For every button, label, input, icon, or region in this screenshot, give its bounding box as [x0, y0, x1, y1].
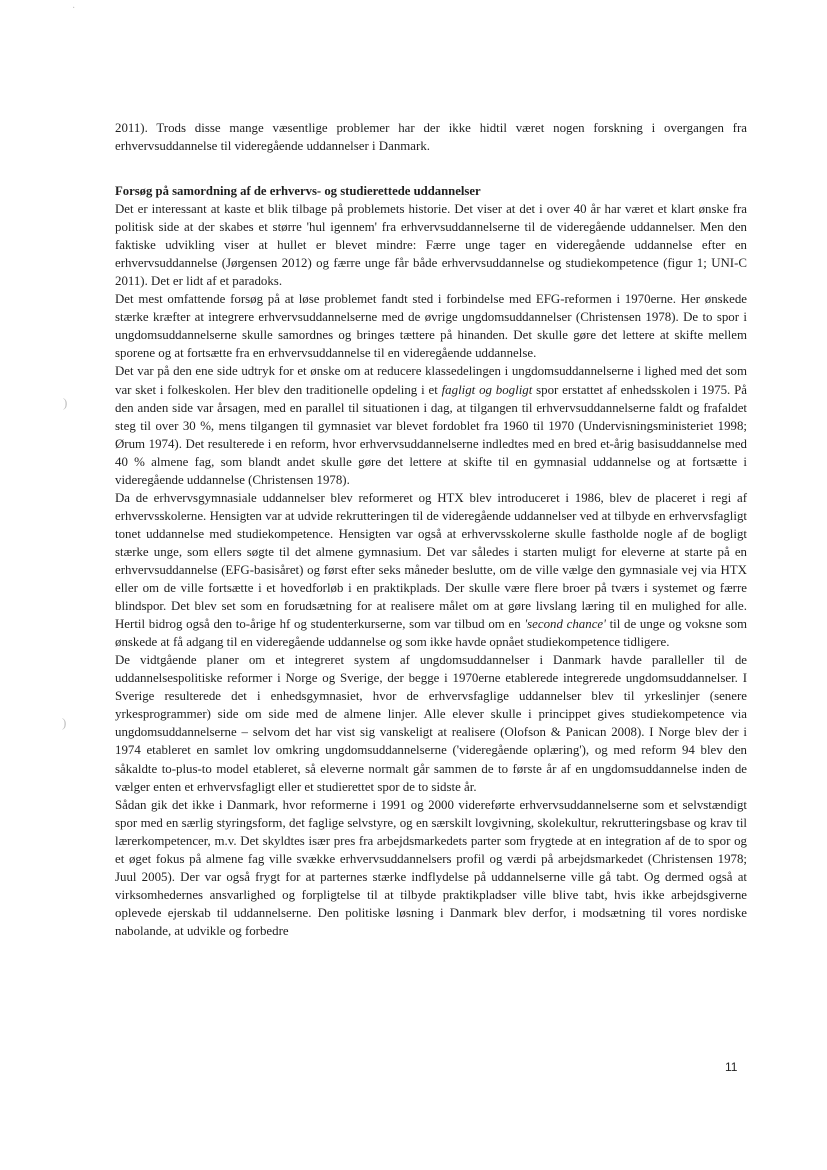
paragraph: Sådan gik det ikke i Danmark, hvor reformerne i 1991 og 2000 videreførte erhvervsuddannelserne som et selvstændigt spor med en særlig styringsform, det faglige selvstyre, og en særskilt lovgivning, skolekultur, rekrutteringsbase og krav til lærerkompetencer, m.v. Det skyldtes især pres fra arbejdsmarkedets parter som frygtede at en integration af de to spor og et øget fokus på almene fag ville svække erhvervsuddannelsers profil og værdi på arbejdsmarkedet (Christensen 1978; Juul 2005). Der var også frygt for at parternes stærke indflydelse på uddannelserne ville gå tabt. Og dermed også at virksomhedernes ansvarlighed og forpligtelse til at tilbyde praktikpladser ville blive tabt, hvis ikke arbejdsgiverne oplevede ejerskab til uddannelserne. Den politiske løsning i Danmark blev derfor, i modsætning til vores nordiske nabolande, at udvikle og forbedre	[115, 797, 747, 938]
scan-bracket-mark: )	[62, 715, 67, 730]
section	[115, 182, 747, 940]
paragraph-text: Det var på den ene side udtryk for et ønske om at reducere klassedelingen i ungdomsuddannelserne i lighed med det som var sket i folkeskolen. Her blev den traditionelle opdeling i et	[115, 364, 747, 397]
italic-text: 'second chance'	[524, 617, 606, 632]
italic-text: fagligt og bogligt	[441, 382, 533, 397]
paragraph	[115, 362, 747, 488]
intro-text: 2011). Trods disse mange væsentlige problemer har der ikke hidtil været nogen forskning i overgangen fra erhvervsuddannelse til videregående uddannelser i Danmark.	[115, 121, 747, 154]
paragraph: De vidtgående planer om et integreret system af ungdomsuddannelser i Danmark havde paralleller til de uddannelsespolitiske reformer i Norge og Sverige, der begge i 1970erne etablerede integrerede ungdomsuddannelser. I Sverige resulterede det i enhedsgymnasiet, hvor de erhvervsfaglige uddannelser blev til yrkeslinjer (senere yrkesprogrammer) side om side med de almene linjer. Alle elever skulle i princippet gives studiekompetence via ungdomsuddannelserne – selvom det har vist sig vanskeligt at realisere (Olofson & Panican 2008). I Norge blev der i 1974 etableret en samlet lov omkring ungdomsuddannelserne ('videregående oplæring'), og med reform 94 blev den såkaldte to-plus-to model etableret, så eleverne normalt går sammen de to første år af en ungdomsuddannelse inden de vælger enten et erhvervsfagligt eller et studierettet spor de to sidste år.	[115, 653, 747, 794]
scan-bracket-mark: )	[63, 395, 68, 410]
paragraph-text: spor erstattet af enhedsskolen i 1975. På den anden side var årsagen, med en parallel til situationen i dag, at tilgangen til erhvervsuddannelserne faldt og frafaldet steg til over 30 %, mens tilgangen til gymnasiet var blevet fordoblet fra 1960 til 1970 (Undervisningsministeriet 1998; Ørum 1974). Det resulterede i en reform, hvor erhvervsuddannelserne indledtes med en bred et-årig basisuddannelse med 40 % almene fag, som blandt andet skulle gøre det lettere at skifte til en gymnasial uddannelse og at fortsætte i videregående uddannelse (Christensen 1978).	[115, 382, 747, 487]
intro-paragraph	[115, 119, 747, 155]
paragraph: Det mest omfattende forsøg på at løse problemet fandt sted i forbindelse med EFG-reformen i 1970erne. Her ønskede stærke kræfter at integrere erhvervsuddannelserne med de øvrige ungdomsuddannelser (Christensen 1978). De to spor i ungdomsuddannelserne skulle samordnes og bringes tættere på hinanden. Det skulle gøre det lettere at skifte mellem sporene og at fortsætte fra en erhvervsuddannelse til en videregående uddannelse.	[115, 292, 747, 361]
section-heading: Forsøg på samordning af de erhvervs- og studierettede uddannelser	[115, 184, 481, 198]
paragraph	[115, 489, 747, 651]
paragraph-text: Da de erhvervsgymnasiale uddannelser blev reformeret og HTX blev introduceret i 1986, blev de placeret i regi af erhvervsskolerne. Hensigten var at udvide rekrutteringen til de videregående uddannelser ved at tilbyde en erhvervsfagligt tonet uddannelse med studiekompetence. Hensigten var også at erhvervsskolerne skulle fastholde nogle af de bogligt stærke unge, som ellers søgte til det almene gymnasium. Det var således i starten muligt for eleverne at starte på en erhvervsuddannelse (EFG-basisåret) og først efter seks måneder beslutte, om de ville vælge den gymnasiale vej via HTX eller om de ville fortsætte i et hovedforløb i en praktikplads. Der skulle være flere broer på tværs i systemet og færre blindspor. Det blev set som en forudsætning for at realisere målet om at gøre livslang læring til en mulighed for alle. Hertil bidrog også den to-årige hf og studenterkurserne, som var tilbud om en	[115, 490, 747, 632]
scan-mark: ·	[72, 3, 76, 14]
paragraph: Det er interessant at kaste et blik tilbage på problemets historie. Det viser at det i over 40 år har været et klart ønske fra politisk side at der skabes et større 'hul igennem' fra erhvervsuddannelserne til de videregående uddannelser. Men den faktiske udvikling viser at hullet er blevet mindre: Færre unge tager en videregående uddannelse efter en erhvervsuddannelse (Jørgensen 2012) og færre unge får både erhvervsuddannelse og studiekompetence (figur 1; UNI-C 2011). Det er lidt af et paradoks.	[115, 202, 747, 289]
paragraph-text: til de unge og voksne som ønskede at få adgang til en videregående uddannelse og som ikke havde opnået studiekompetence tidligere.	[115, 617, 747, 650]
page-number: 11	[725, 1060, 738, 1074]
